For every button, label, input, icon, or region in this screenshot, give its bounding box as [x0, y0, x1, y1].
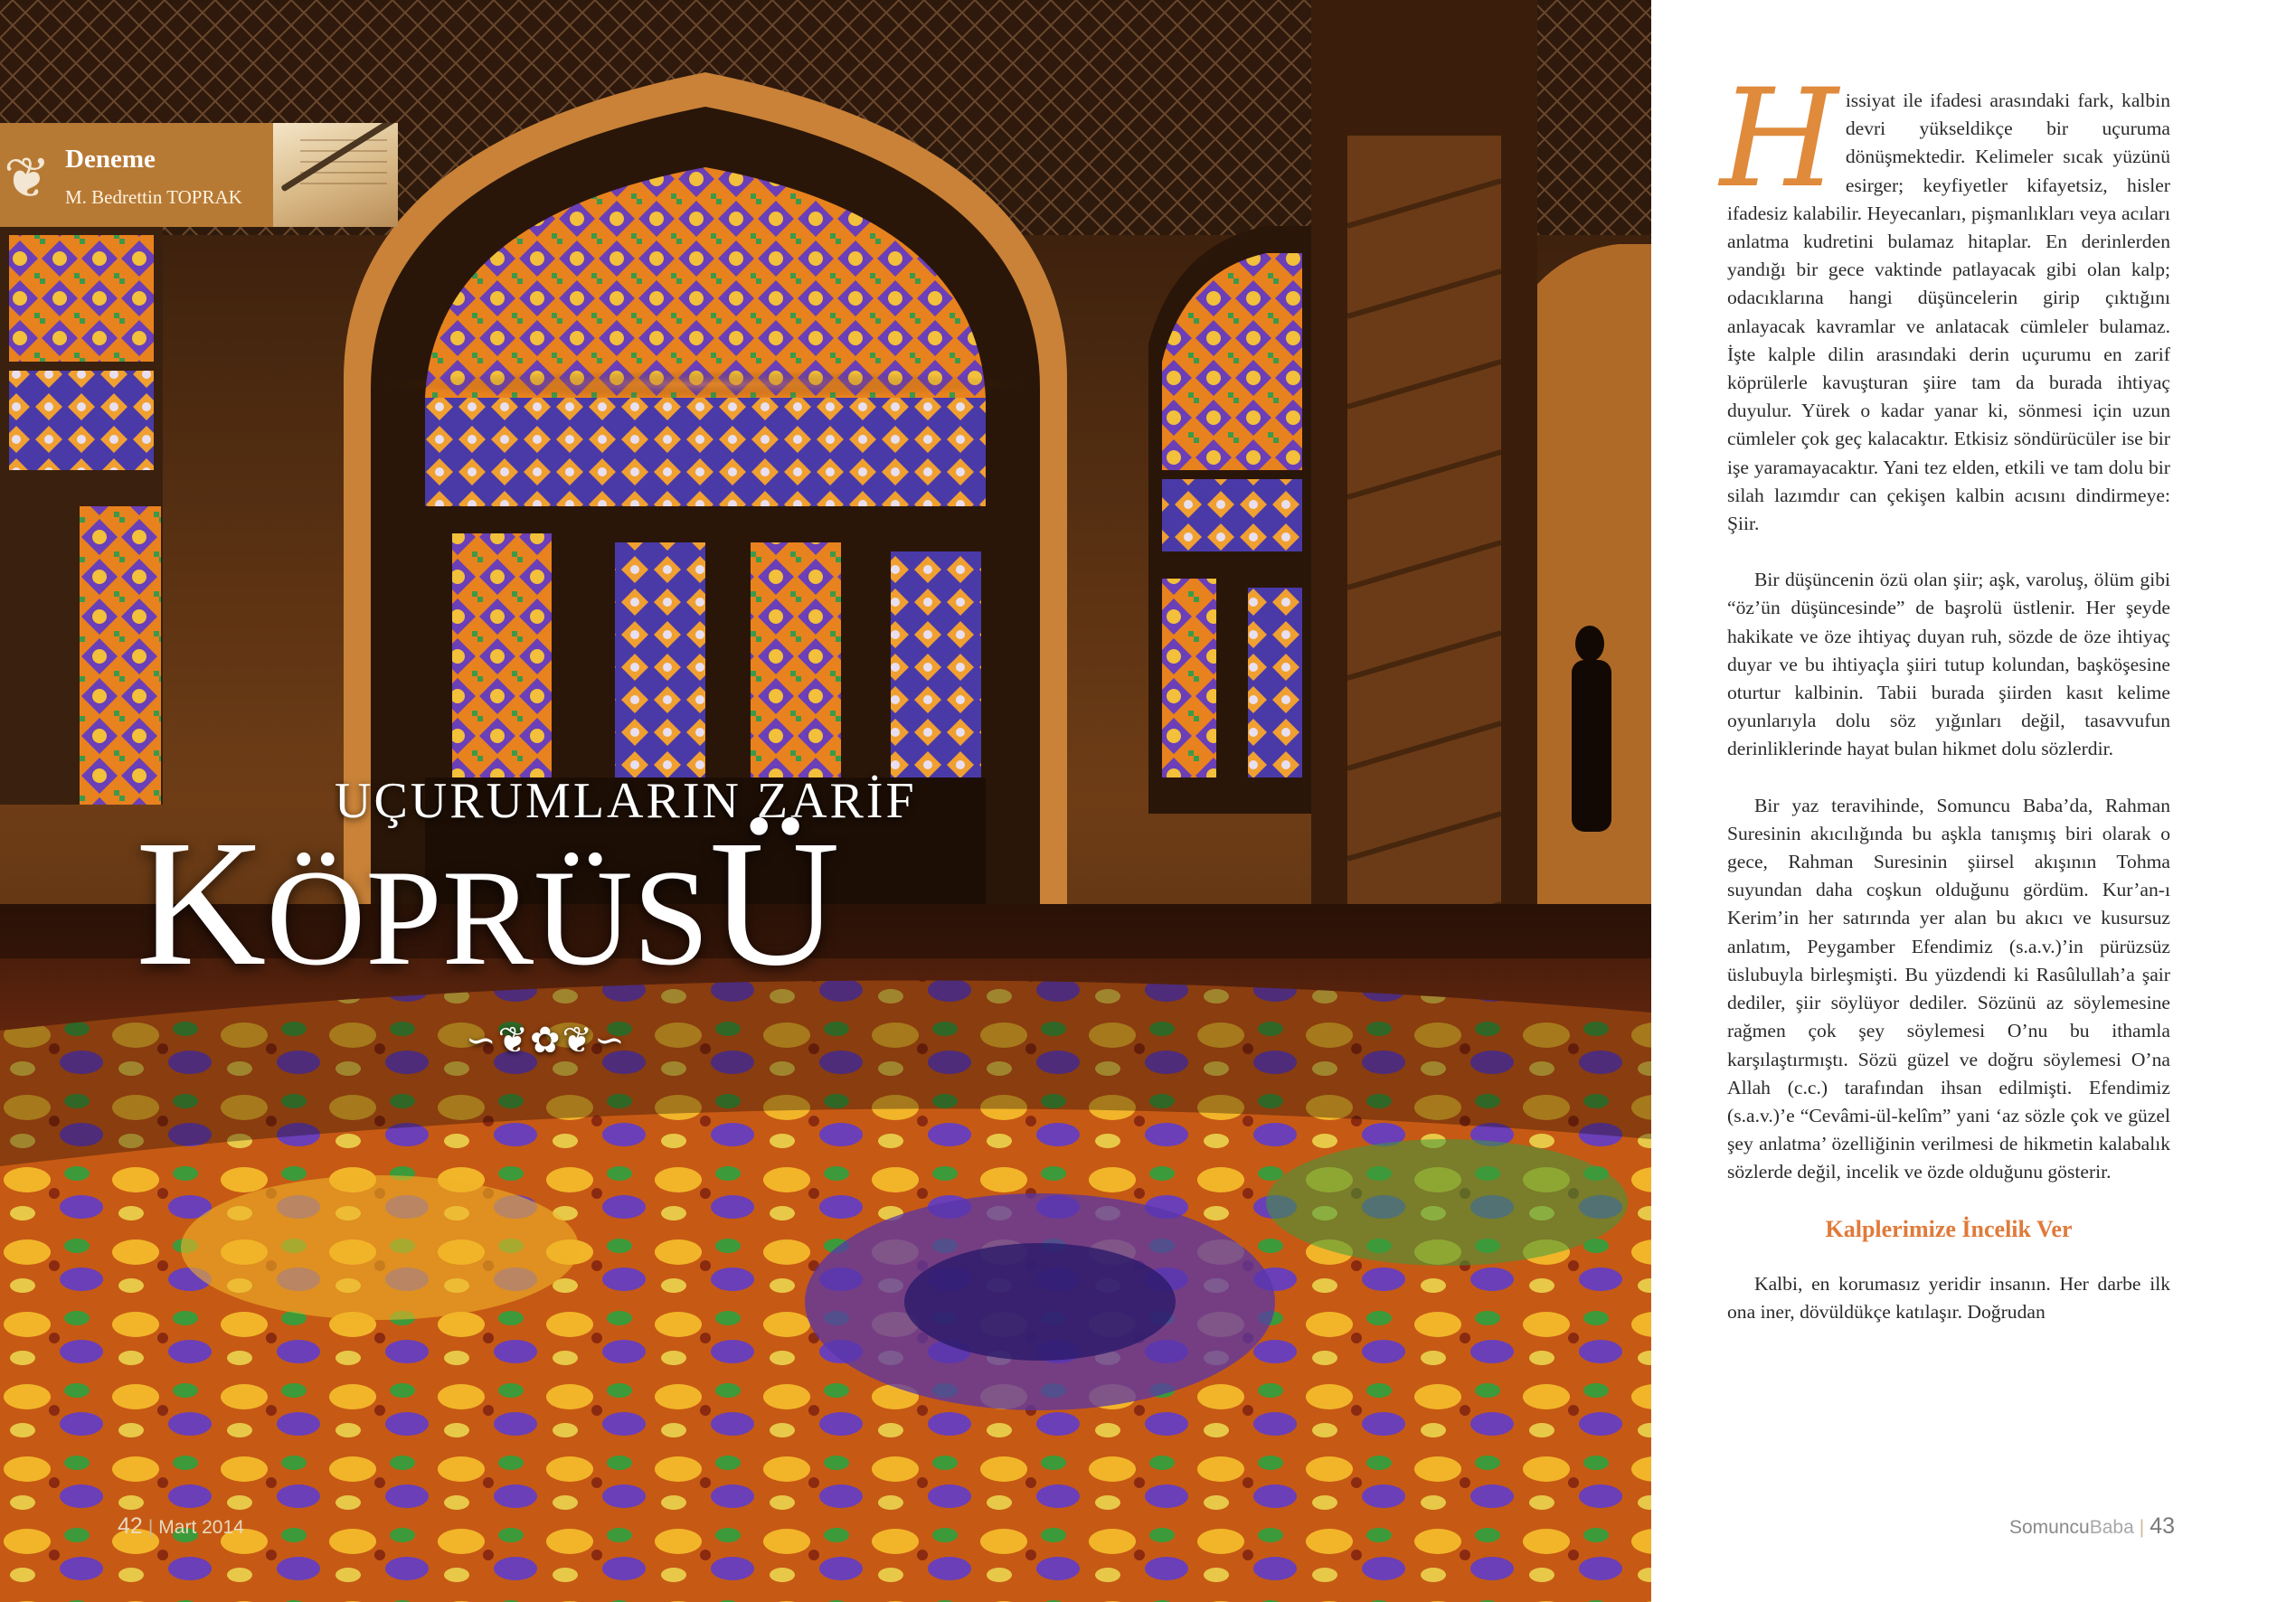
flourish-icon: ❦: [4, 145, 51, 211]
article-paragraph-1: [1720, 61, 2170, 538]
headline-initial: K: [136, 804, 267, 1004]
article-column: [1720, 61, 2170, 1354]
magazine-brand-b: Baba: [2089, 1517, 2134, 1538]
folio-divider: |: [147, 1517, 154, 1538]
author-name: M. Bedrettin TOPRAK: [65, 186, 242, 208]
folio-divider-right: |: [2139, 1517, 2145, 1538]
subheading: Kalplerimize İncelik Ver: [1825, 1215, 2073, 1242]
headline-small: UÇURUMLARIN ZARİF: [335, 773, 917, 829]
drop-cap: H: [1720, 61, 1838, 218]
paragraph-1-text: issiyat ile ifadesi arasındaki fark, kalbin devri yükseldikçe bir uçuruma dönüşmektedir. Kelimeler sıcak yüzünü esirger; keyfiyetler kifayetsiz, hisler ifadesiz kalabilir. Heyecanları, pişmanlıkları veya acıları anlatma kudretini bulamaz hitaplar. En derinlerden yandığı bir gece vaktinde patlayacak gibi olan kalp; odacıklarına hangi düşüncelerin girip çıktığını anlayacak kavramlar ve anlatacak cümleler bulamaz. İşte kalple dilin arasındaki derin uçurumu en zarif köprülerle kavuşturan şiire tam da burada ihtiyaç duyulur. Yürek o kadar yanar ki, sönmesi için uzun cümleler çok geç kalacaktır. Etkisiz söndürücüler ise bir işe yaramayacaktır. Yani tez elden, etkili ve tam dolu bir silah lazımdır can çekişen kalbin acısını dindirmeye: Şiir.: [1727, 90, 2170, 535]
section-label: Deneme: [65, 145, 156, 174]
article-paragraph-3: Bir yaz teravihinde, Somuncu Baba’da, Rahman Suresinin akıcılığında bu aşkla tanışmış biri olarak o gece, Rahman Suresinin şiirsel akışının Tohma suyundan daha coşkun olduğunu gördüm. Kur’an-ı Kerim’in her satırında yer alan bu akıcı ve kusursuz anlatım, Peygamber Efendimiz (s.a.v.)’in pürüzsüz üslubuyla birleşmişti. Bu yüzdendi ki Rasûlullah’a şair dediler, şiir söylüyor dediler. Sözünü az söylemesine rağmen çok şey söylemesi O’nu bu ithamla karşılaştırmıştı. Sözü güzel ve doğru söylemesi O’na Allah (c.c.) tarafından ihsan edilmişti. Efendimiz (s.a.v.)’e “Cevâmi-ül-kelîm” yani ‘az sözle çok ve güzel şey anlatma’ özelliğinin verilmesi de hikmetin kalabalık sözlerde değil, incelik ve özde olduğunu gösterir.: [1727, 794, 2170, 1183]
section-tag-panel: [0, 123, 273, 227]
headline-final: Ü: [709, 804, 840, 1004]
article-paragraph-4: Kalbi, en korumasız yeridir insanın. Her darbe ilk ona iner, dövüldükçe katılaşır. Doğrudan: [1727, 1272, 2170, 1323]
headline-big: [136, 804, 840, 1004]
headline-middle: ÖPRÜS: [266, 842, 710, 994]
magazine-brand-a: Somuncu: [2009, 1517, 2090, 1538]
ornament-divider-icon: ∽❦✿❦∽: [466, 1020, 627, 1061]
page-number-right: 43: [2150, 1513, 2176, 1539]
page-number-left: 42: [118, 1513, 143, 1539]
folio-right: [2009, 1513, 2175, 1540]
section-tag: [0, 123, 398, 227]
issue-date: Mart 2014: [158, 1517, 244, 1538]
folio-left: [118, 1513, 244, 1540]
article-paragraph-2: Bir düşüncenin özü olan şiir; aşk, varoluş, ölüm gibi “öz’ün düşüncesinde” de başrolü üstlenir. Her şeyde hakikate ve öze ihtiyaç duyan ruh, sözde de öze ihtiyaç duyar ve bu ihtiyaçla şiiri tutup kolundan, başköşesine oturtur kalbinin. Tabii burada şiirden kasıt kelime oyunlarıyla dolu söz yığınları değil, tasavvufun derinliklerinde hayat bulan hikmet dolu sözlerdir.: [1727, 569, 2170, 760]
pen-paper-thumbnail: [273, 123, 398, 227]
